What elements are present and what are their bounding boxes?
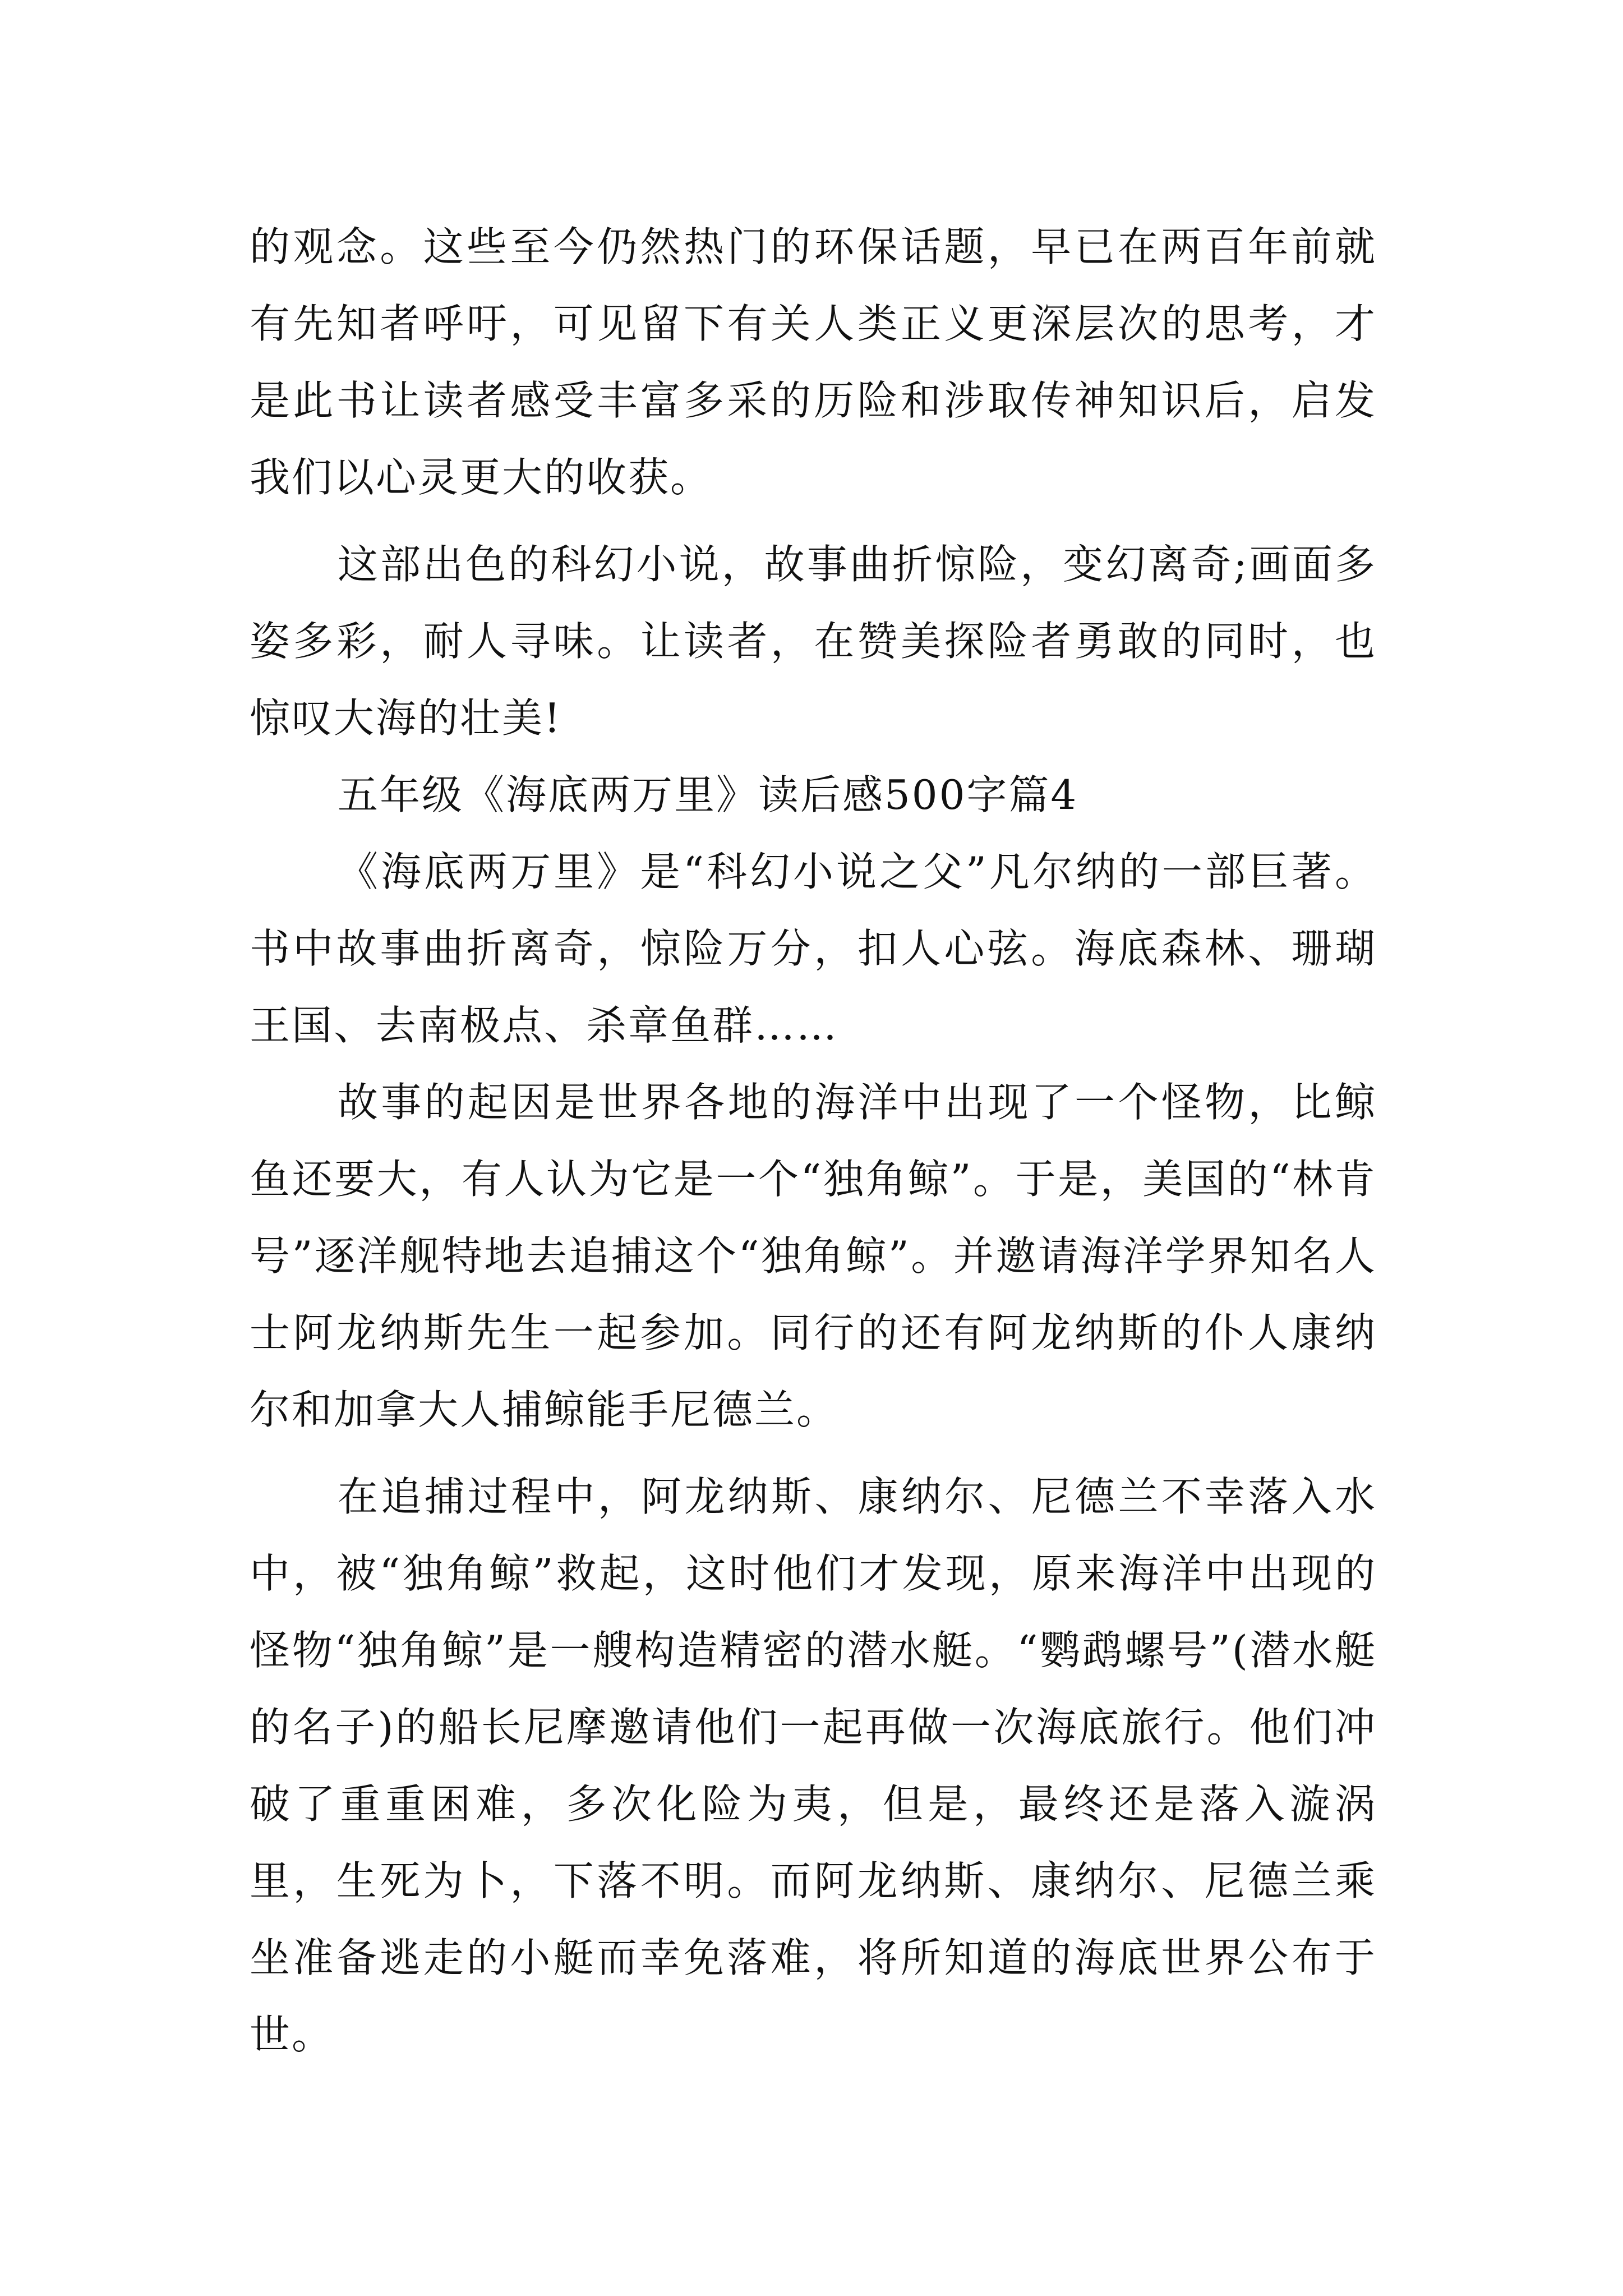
paragraph: 这部出色的科幻小说，故事曲折惊险，变幻离奇;画面多姿多彩，耐人寻味。让读者，在赞美探险者勇敢的同时，也惊叹大海的壮美! [250,541,1377,742]
paragraph-continuation: 的观念。这些至今仍然热门的环保话题，早已在两百年前就有先知者呼吁，可见留下有关人类正义更深层次的思考，才是此书让读者感受丰富多采的历险和涉取传神知识后，启发我们以心灵更大的收获。 [250,223,1377,501]
paragraph: 故事的起因是世界各地的海洋中出现了一个怪物，比鲸鱼还要大，有人认为它是一个“独角鲸”。于是，美国的“林肯号”逐洋舰特地去追捕这个“独角鲸”。并邀请海洋学界知名人士阿龙纳斯先生一起参加。同行的还有阿龙纳斯的仆人康纳尔和加拿大人捕鲸能手尼德兰。 [250,1079,1377,1433]
paragraph: 《海底两万里》是“科幻小说之父”凡尔纳的一部巨著。书中故事曲折离奇，惊险万分，扣人心弦。海底森林、珊瑚王国、去南极点、杀章鱼群…… [250,848,1377,1049]
paragraph: 在追捕过程中，阿龙纳斯、康纳尔、尼德兰不幸落入水中，被“独角鲸”救起，这时他们才发现，原来海洋中出现的怪物“独角鲸”是一艘构造精密的潜水艇。“鹦鹉螺号”(潜水艇的名子)的船长尼摩邀请他们一起再做一次海底旅行。他们冲破了重重困难，多次化险为夷，但是，最终还是落入漩涡里，生死为卜，下落不明。而阿龙纳斯、康纳尔、尼德兰乘坐准备逃走的小艇而幸免落难，将所知道的海底世界公布于世。 [250,1473,1377,2058]
section-title: 五年级《海底两万里》读后感500字篇4 [338,771,1078,818]
document-body [250,209,1377,2073]
